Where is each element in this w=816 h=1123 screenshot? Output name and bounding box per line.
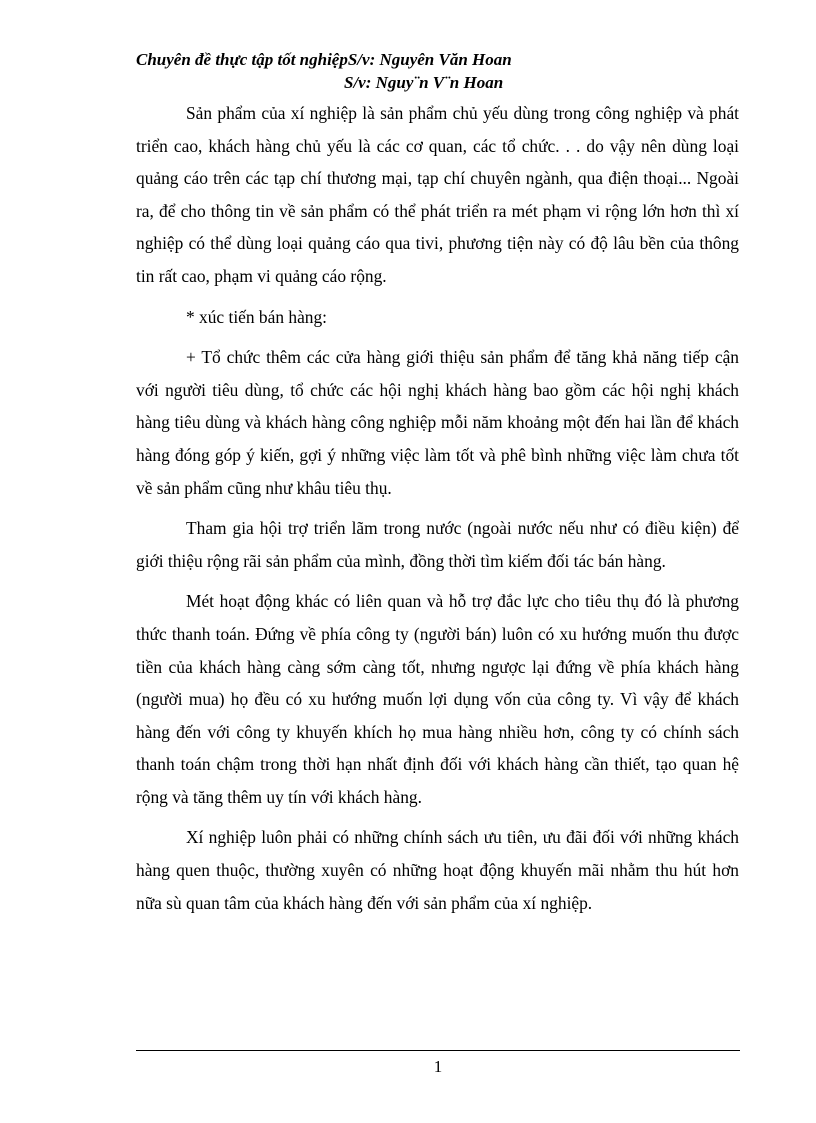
- paragraph-payment-methods: Mét hoạt động khác có liên quan và hỗ trợ đắc lực cho tiêu thụ đó là phương thức thanh toán. Đứng về phía công ty (người bán) luôn có xu hướng muốn thu được tiền của khách hàng càng sớm càng tốt, nhưng ngược lại đứng về phía khách hàng (người mua) họ đều có xu hướng muốn lợi dụng vốn của công ty. Vì vậy để khách hàng đến với công ty khuyến khích họ mua hàng nhiều hơn, công ty có chính sách thanh toán chậm trong thời hạn nhất định đối với khách hàng cần thiết, tạo quan hệ rộng và tăng thêm uy tín với khách hàng.: [136, 591, 739, 807]
- paragraph-customer-policies: Xí nghiệp luôn phải có những chính sách ưu tiên, ưu đãi đối với những khách hàng quen thuộc, thường xuyên có những hoạt động khuyến mãi nhằm thu hút hơn nữa sù quan tâm của khách hàng đến với sản phẩm của xí nghiệp.: [136, 827, 739, 913]
- header-title: Chuyên đề thực tập tốt nghiệpS/v: Nguyên Văn Hoan: [136, 50, 512, 69]
- paragraph-trade-fairs: Tham gia hội trợ triển lãm trong nước (ngoài nước nếu như có điều kiện) để giới thiệu rộng rãi sản phẩm của mình, đồng thời tìm kiếm đối tác bán hàng.: [136, 518, 739, 571]
- document-body: [136, 97, 739, 927]
- footer-divider: [136, 1050, 740, 1051]
- header-author: S/v: Nguy¨n V¨n Hoan: [344, 73, 504, 92]
- paragraph-advertising: Sản phẩm của xí nghiệp là sản phẩm chủ yếu dùng trong công nghiệp và phát triển cao, khách hàng chủ yếu là các cơ quan, các tổ chức. . . do vậy nên dùng loại quảng cáo trên các tạp chí thương mại, tạp chí chuyên ngành, qua điện thoại... Ngoài ra, để cho thông tin về sản phẩm có thể phát triển ra mét phạm vi rộng lớn hơn thì xí nghiệp có thể dùng loại quảng cáo qua tivi, phương tiện này có độ lâu bền của thông tin rất cao, phạm vi quảng cáo rộng.: [136, 103, 739, 286]
- paragraph-stores-conferences: + Tổ chức thêm các cửa hàng giới thiệu sản phẩm để tăng khả năng tiếp cận với người tiêu dùng, tổ chức các hội nghị khách hàng bao gồm các hội nghị khách hàng tiêu dùng và khách hàng công nghiệp mỗi năm khoảng một đến hai lần để khách hàng đóng góp ý kiến, gợi ý những việc làm tốt và phê bình những việc làm chưa tốt về sản phẩm cũng như khâu tiêu thụ.: [136, 347, 739, 498]
- running-header: [136, 48, 756, 94]
- section-heading-sales-promotion: * xúc tiến bán hàng:: [186, 306, 328, 327]
- page-number: 1: [433, 1057, 443, 1076]
